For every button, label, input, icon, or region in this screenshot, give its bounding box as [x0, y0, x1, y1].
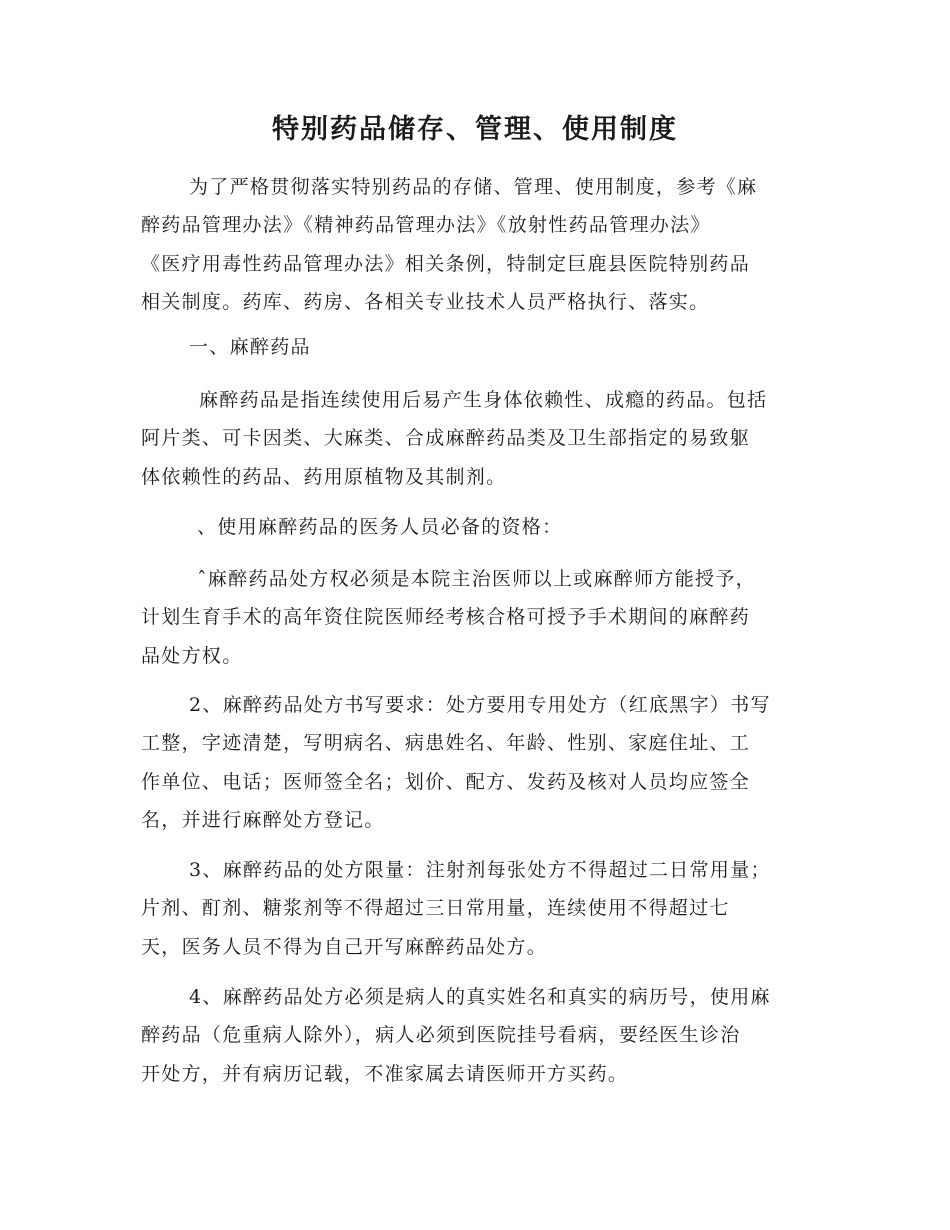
intro-paragraph — [141, 168, 811, 322]
item-4-paragraph — [141, 978, 811, 1093]
definition-line: 麻醉药品是指连续使用后易产生身体依赖性、成瘾的药品。包括 — [199, 389, 768, 411]
intro-line: 《医疗用毒性药品管理办法》相关条例，特制定巨鹿县医院特别药品 — [141, 252, 751, 275]
item-1-line: ˆ麻醉药品处方权必须是本院主治医师以上或麻醉师方能授予， — [197, 568, 756, 590]
definition-paragraph — [141, 381, 811, 496]
intro-line: 为了严格贯彻落实特别药品的存储、管理、使用制度，参考《麻 — [189, 176, 758, 198]
intro-line: 醉药品管理办法》《精神药品管理办法》《放射性药品管理办法》 — [141, 214, 711, 237]
item-2-paragraph — [141, 686, 811, 840]
item-1-line: 计划生育手术的高年资住院医师经考核合格可授予手术期间的麻醉药 — [141, 606, 751, 629]
section-heading-narcotics: 一、麻醉药品 — [189, 336, 311, 358]
item-2-line: 工整，字迹清楚，写明病名、病患姓名、年龄、性别、家庭住址、工 — [141, 732, 751, 755]
item-3-line: 片剂、酊剂、糖浆剂等不得超过三日常用量，连续使用不得超过七 — [141, 897, 730, 920]
item-4-line: 4、麻醉药品处方必须是病人的真实姓名和真实的病历号，使用麻 — [189, 986, 771, 1008]
item-4-line: 醉药品（危重病人除外），病人必须到医院挂号看病，要经医生诊治 — [141, 1024, 741, 1047]
item-2-line: 作单位、电话；医师签全名；划价、配方、发药及核对人员均应签全 — [141, 770, 751, 793]
item-2-line: 2、麻醉药品处方书写要求：处方要用专用处方（红底黑字）书写 — [189, 694, 771, 716]
item-1-line: 品处方权。 — [141, 644, 243, 667]
item-1-paragraph — [141, 560, 811, 675]
qualification-heading: 、使用麻醉药品的医务人员必备的资格： — [197, 516, 563, 538]
item-4-line: 开处方，并有病历记载，不准家属去请医师开方买药。 — [141, 1062, 629, 1085]
document-title: 特别药品储存、管理、使用制度 — [272, 114, 678, 145]
item-3-line: 3、麻醉药品的处方限量：注射剂每张处方不得超过二日常用量； — [189, 859, 771, 881]
item-2-line: 名，并进行麻醉处方登记。 — [141, 809, 385, 832]
item-3-paragraph — [141, 851, 811, 966]
intro-line: 相关制度。药库、药房、各相关专业技术人员严格执行、落实。 — [141, 291, 710, 314]
definition-line: 阿片类、可卡因类、大麻类、合成麻醉药品类及卫生部指定的易致躯 — [141, 427, 751, 450]
item-3-line: 天，医务人员不得为自己开写麻醉药品处方。 — [141, 935, 548, 958]
definition-line: 体依赖性的药品、药用原植物及其制剂。 — [141, 465, 507, 488]
